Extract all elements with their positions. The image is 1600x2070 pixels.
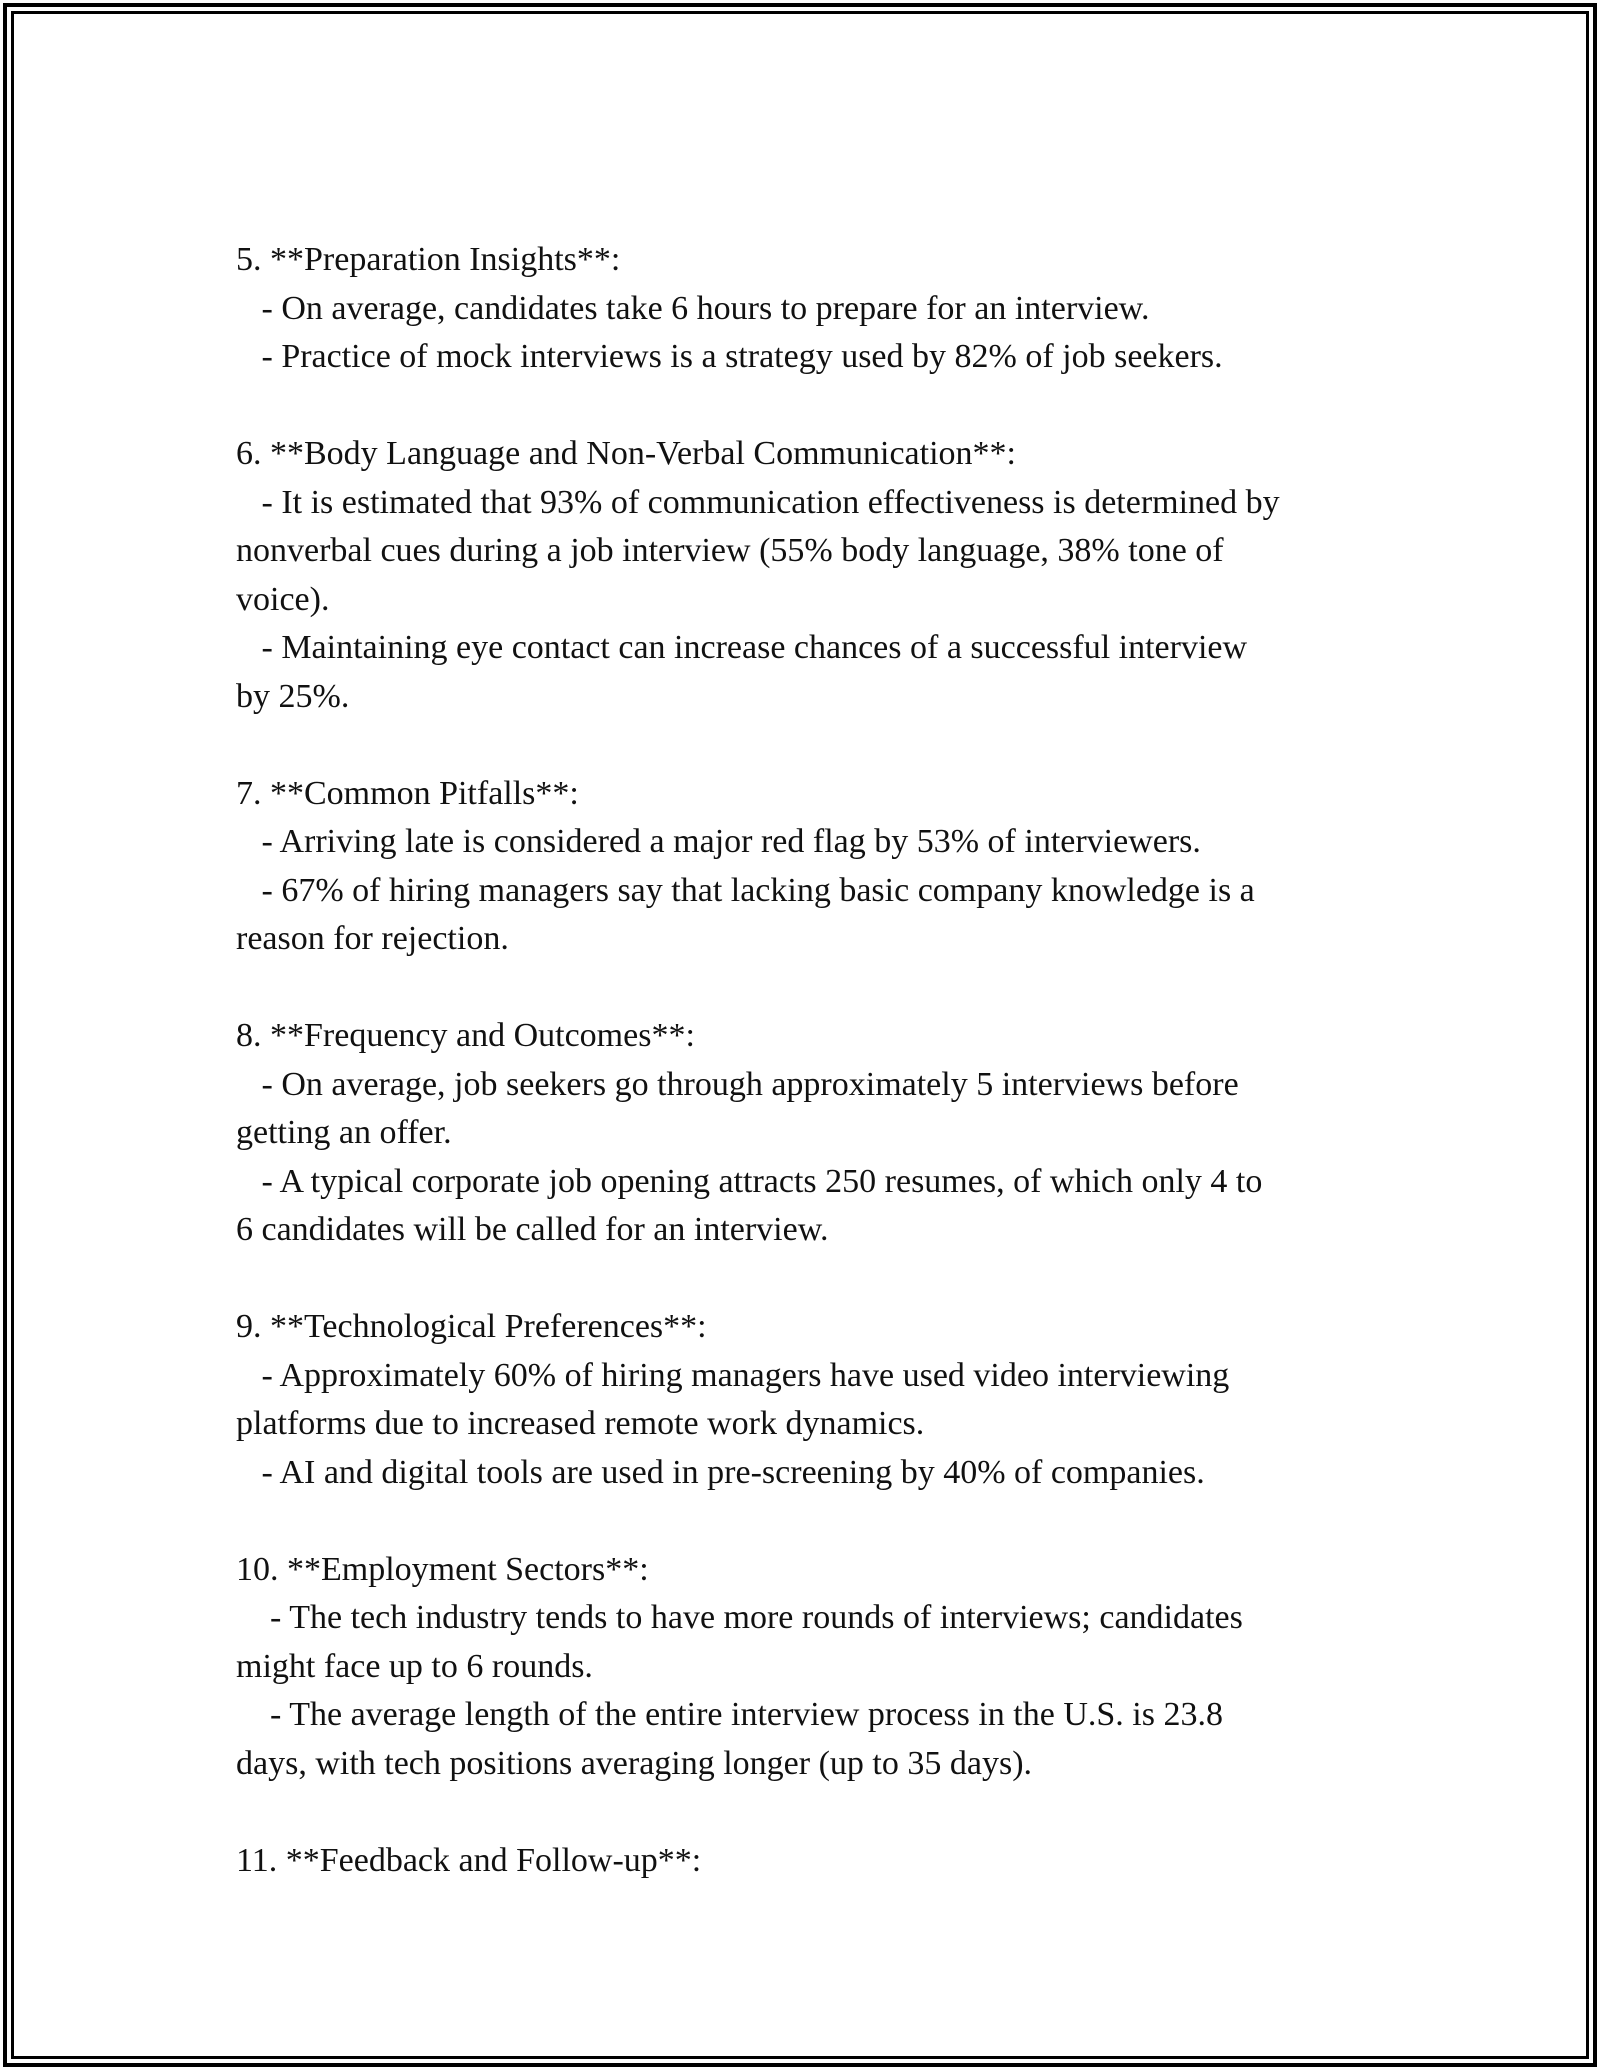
section-heading: 9. **Technological Preferences**: [236, 1308, 707, 1345]
text-line: reason for rejection. [236, 920, 509, 957]
text-line: - On average, job seekers go through approximately 5 interviews before [236, 1065, 1239, 1103]
text-line: voice). [236, 580, 330, 618]
blank-line [236, 1255, 1366, 1304]
blank-line [236, 1497, 1366, 1546]
text-line: days, with tech positions averaging longer (up to 35 days). [236, 1744, 1033, 1782]
section-heading: 11. **Feedback and Follow-up**: [236, 1841, 702, 1879]
text-line: - AI and digital tools are used in pre-screening by 40% of companies. [236, 1453, 1205, 1491]
section-heading: 8. **Frequency and Outcomes**: [236, 1017, 695, 1054]
text-line: - The tech industry tends to have more rounds of interviews; candidates [236, 1599, 1243, 1636]
text-line: might face up to 6 rounds. [236, 1647, 593, 1685]
text-line: - Maintaining eye contact can increase chances of a successful interview [236, 629, 1248, 666]
text-line: - On average, candidates take 6 hours to prepare for an interview. [236, 289, 1150, 327]
section-heading: 6. **Body Language and Non-Verbal Communication**: [236, 435, 1016, 472]
text-line: - Approximately 60% of hiring managers have used video interviewing [236, 1356, 1230, 1394]
text-line: 6 candidates will be called for an interview. [236, 1211, 829, 1248]
document-body [236, 236, 1366, 1885]
text-line: platforms due to increased remote work dynamics. [236, 1405, 925, 1442]
text-line: - Practice of mock interviews is a strategy used by 82% of job seekers. [236, 338, 1223, 375]
text-line: by 25%. [236, 677, 350, 715]
text-line: - A typical corporate job opening attracts 250 resumes, of which only 4 to [236, 1162, 1263, 1200]
blank-line [236, 721, 1366, 770]
section-heading: 10. **Employment Sectors**: [236, 1550, 649, 1588]
text-line: getting an offer. [236, 1114, 452, 1151]
blank-line [236, 964, 1366, 1013]
text-line: - Arriving late is considered a major red flag by 53% of interviewers. [236, 823, 1201, 860]
text-line: - 67% of hiring managers say that lacking basic company knowledge is a [236, 871, 1255, 909]
blank-line [236, 382, 1366, 431]
text-line: nonverbal cues during a job interview (55% body language, 38% tone of [236, 532, 1224, 569]
section-heading: 7. **Common Pitfalls**: [236, 774, 579, 812]
text-line: - It is estimated that 93% of communication effectiveness is determined by [236, 483, 1280, 521]
blank-line [236, 1788, 1366, 1837]
text-line: - The average length of the entire interview process in the U.S. is 23.8 [236, 1696, 1223, 1733]
section-heading: 5. **Preparation Insights**: [236, 241, 621, 278]
